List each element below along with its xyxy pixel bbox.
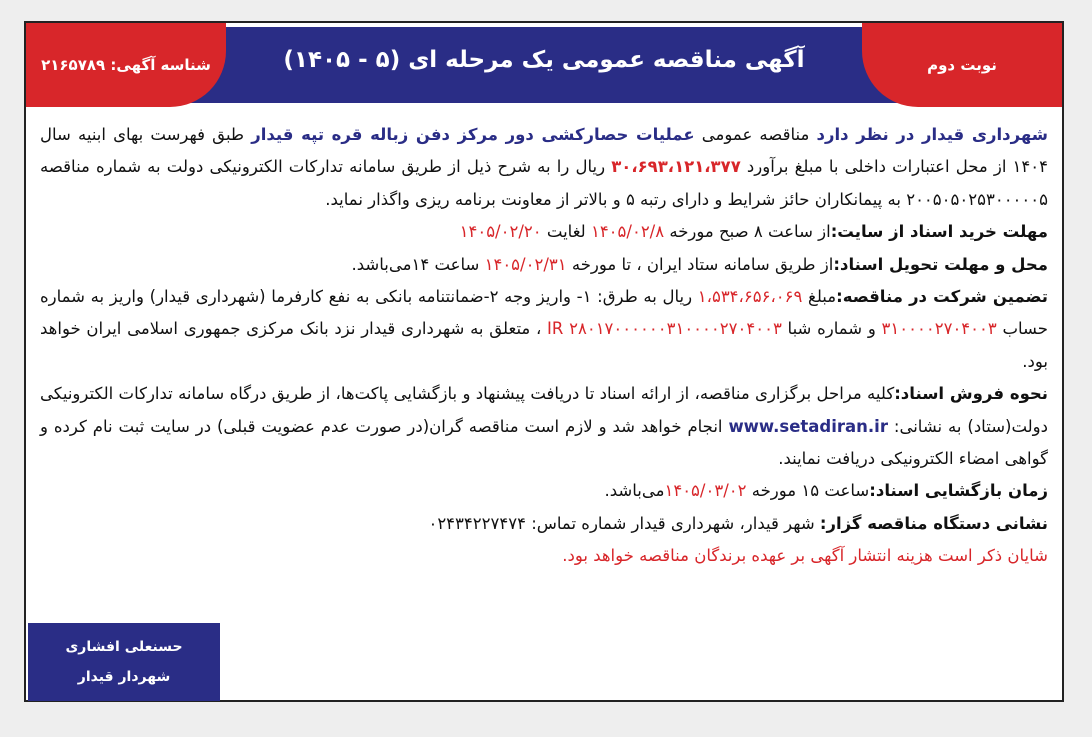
intro-text-2: طبق فهرست بهای ابنیه سال ۱۴۰۴ از محل اعتبارات داخلی با مبلغ برآورد xyxy=(40,125,1048,177)
purchase-date-from: ۱۴۰۵/۰۲/۸ xyxy=(590,222,665,242)
delivery-info xyxy=(40,249,1048,281)
signatory-title: شهردار قیدار xyxy=(77,669,171,685)
sale-label: نحوه فروش اسناد: xyxy=(894,384,1049,404)
guarantee-label: تضمین شرکت در مناقصه: xyxy=(836,287,1048,307)
sale-info xyxy=(40,378,1048,475)
delivery-date: ۱۴۰۵/۰۲/۳۱ xyxy=(484,254,567,274)
opening-text: ساعت ۱۵ مورخه xyxy=(746,481,870,501)
guarantee-text: مبلغ xyxy=(802,287,837,307)
delivery-text: از طریق سامانه ستاد ایران ، تا مورخه xyxy=(566,254,834,274)
project-name: عملیات حصارکشی دور مرکز دفن زباله قره تپه قیدار xyxy=(251,125,695,144)
notice-body xyxy=(40,119,1048,573)
address-info xyxy=(40,508,1048,540)
account-number: ۳۱۰۰۰۰۲۷۰۴۰۰۳ xyxy=(881,319,997,339)
opening-text-2: می‌باشد. xyxy=(604,481,665,501)
setad-url: www.setadiran.ir xyxy=(728,416,888,436)
signatory-name: حسنعلی افشاری xyxy=(65,639,183,655)
guarantee-text-4: ، متعلق به شهرداری قیدار نزد بانک مرکزی جمهوری اسلامی ایران خواهد بود. xyxy=(40,319,1048,371)
sale-text: کلیه مراحل برگزاری مناقصه، از ارائه اسناد تا دریافت پیشنهاد و بازگشایی پاکت‌ها، از طریق درگاه سامانه تدارکات الکترونیکی دولت(ستاد) به نشانی: xyxy=(40,384,1048,436)
opening-label: زمان بازگشایی اسناد: xyxy=(869,481,1048,501)
signature-box xyxy=(28,623,220,701)
address-label: نشانی دستگاه مناقصه گزار: xyxy=(819,513,1048,533)
tender-notice xyxy=(24,21,1064,702)
round-badge: نوبت دوم xyxy=(862,23,1062,107)
purchase-date-to: ۱۴۰۵/۰۲/۲۰ xyxy=(459,222,542,242)
header-banner xyxy=(26,23,1062,107)
sheba-number: IR ۲۸۰۱۷۰۰۰۰۰۰۳۱۰۰۰۰۲۷۰۴۰۰۳ xyxy=(547,319,782,339)
opening-info xyxy=(40,475,1048,507)
intro-text-3: ریال را به شرح ذیل از طریق سامانه تدارکات الکترونیکی دولت به شماره مناقصه ۲۰۰۵۰۵۰۲۵۳۰۰۰۰۰۵ به پیمانکاران حائز شرایط و دارای رتبه ۵ و بالاتر از معاونت برنامه ریزی واگذار نماید. xyxy=(40,157,1048,209)
guarantee-text-2: ریال به طرق: ۱- واریز وجه ۲-ضمانتنامه بانکی به نفع کارفرما (شهرداری قیدار) واریز به شماره حساب xyxy=(40,287,1048,339)
estimate-amount: ۳۰،۶۹۳،۱۲۱،۳۷۷ xyxy=(611,157,741,177)
org-intent: شهرداری قیدار در نظر دارد xyxy=(816,125,1049,144)
purchase-deadline xyxy=(40,216,1048,248)
purchase-text: از ساعت ۸ صبح مورخه xyxy=(664,222,831,242)
delivery-label: محل و مهلت تحویل اسناد: xyxy=(833,254,1048,274)
purchase-text-2: لغایت xyxy=(541,222,591,242)
guarantee-amount: ۱،۵۳۴،۶۵۶،۰۶۹ xyxy=(697,287,803,307)
sale-text-2: انجام خواهد شد و لازم است مناقصه گران(در صورت عدم عضویت قبلی) در سایت ثبت نام کرده و گواهی امضاء الکترونیکی دریافت نمایند. xyxy=(40,416,1048,469)
guarantee-info xyxy=(40,281,1048,378)
footer-note: شایان ذکر است هزینه انتشار آگهی بر عهده برندگان مناقصه خواهد بود. xyxy=(562,546,1048,566)
opening-date: ۱۴۰۵/۰۳/۰۲ xyxy=(664,481,747,501)
guarantee-text-3: و شماره شبا xyxy=(781,319,882,339)
notice-title: آگهی مناقصه عمومی یک مرحله ای (۵ - ۱۴۰۵) xyxy=(283,47,805,73)
ad-id-badge: شناسه آگهی: ۲۱۶۵۷۸۹ xyxy=(26,23,226,107)
delivery-text-2: ساعت ۱۴می‌باشد. xyxy=(351,254,485,274)
purchase-label: مهلت خرید اسناد از سایت: xyxy=(830,222,1048,242)
intro-text-1: مناقصه عمومی xyxy=(694,125,817,144)
address-text: شهر قیدار، شهرداری قیدار شماره تماس: ۰۲۴۳۴۲۲۷۴۷۴ xyxy=(428,513,820,533)
intro-paragraph xyxy=(40,119,1048,216)
